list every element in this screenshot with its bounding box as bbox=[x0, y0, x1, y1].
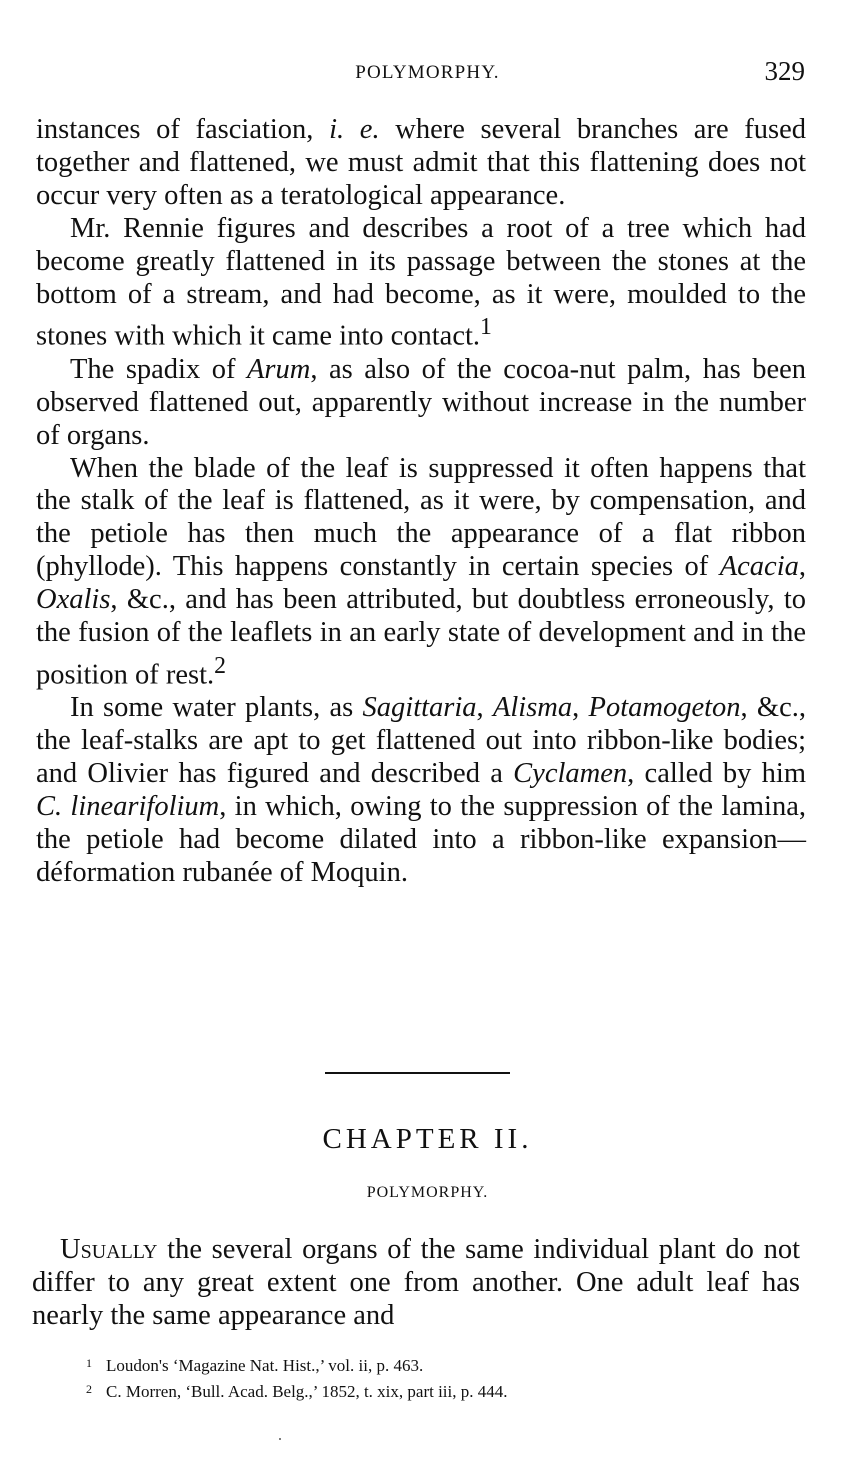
section-divider bbox=[325, 1072, 510, 1074]
italic-genus: Arum bbox=[246, 353, 311, 385]
text-run: In some water plants, as bbox=[70, 692, 363, 724]
footnote-ref-2: 2 bbox=[214, 653, 226, 679]
chapter-text bbox=[32, 1234, 800, 1333]
italic-genus: Acacia bbox=[719, 551, 799, 583]
footnote-mark: 2 bbox=[86, 1382, 92, 1396]
page-number: 329 bbox=[764, 56, 805, 86]
footnote-1 bbox=[86, 1353, 806, 1379]
italic-genus: Sagittaria bbox=[362, 692, 477, 724]
italic-genus: Oxalis bbox=[36, 584, 111, 616]
text-run: , called by him bbox=[627, 758, 806, 790]
paragraph-usually bbox=[32, 1234, 800, 1333]
text-run: , &c., and has been attributed, but doubtless erroneously, to the fusion of the leaflets in an early state of development and in the position of rest. bbox=[36, 584, 806, 691]
text-run: , in which, owing to the suppression of the lamina, the petiole had become dilated into a ribbon-like expansion—déformation rubanée of Moquin. bbox=[36, 791, 807, 888]
text-run: instances of fasciation, bbox=[36, 114, 330, 145]
text-run: , bbox=[798, 551, 806, 583]
footnote-mark: 1 bbox=[86, 1356, 92, 1370]
footnote-2 bbox=[86, 1379, 806, 1405]
footnote-ref-1: 1 bbox=[480, 314, 492, 341]
italic-species: C. linearifolium bbox=[36, 791, 220, 823]
paragraph-rennie bbox=[36, 213, 806, 354]
text-run: , bbox=[476, 692, 493, 724]
text-run: the several organs of the same individual plant do not differ to any great extent one from another. One adult leaf has nearly the same appearance and bbox=[32, 1234, 800, 1331]
chapter-heading: CHAPTER II. bbox=[322, 1123, 533, 1155]
opening-word: Usually bbox=[60, 1234, 158, 1265]
body-text bbox=[36, 114, 806, 890]
paragraph-fasciation bbox=[36, 114, 806, 213]
paragraph-phyllode bbox=[36, 453, 806, 693]
italic-abbreviation: i. e. bbox=[329, 114, 380, 145]
italic-genus: Alisma bbox=[492, 692, 573, 724]
text-run: , &c., the leaf-stalks are apt to get flattened out into ribbon-like bodies; and Olivier has figured and described a bbox=[36, 692, 806, 790]
text-run: , as also of the cocoa-nut palm, has been observed flattened out, apparently without increase in the number of organs. bbox=[36, 353, 806, 451]
text-run: The spadix of bbox=[70, 353, 247, 385]
footnote-text: C. Morren, ‘Bull. Acad. Belg.,’ 1852, t. xix, part iii, p. 444. bbox=[106, 1382, 508, 1401]
footnote-text: Loudon's ‘Magazine Nat. Hist.,’ vol. ii, p. 463. bbox=[106, 1356, 424, 1375]
running-head bbox=[0, 56, 855, 90]
running-title: POLYMORPHY. bbox=[355, 62, 500, 83]
italic-genus: Potamogeton bbox=[588, 692, 741, 724]
ink-speck bbox=[279, 1438, 281, 1440]
italic-genus: Cyclamen bbox=[513, 758, 628, 790]
chapter-subtitle: POLYMORPHY. bbox=[366, 1184, 489, 1201]
text-run: Mr. Rennie figures and describes a root of a tree which had become greatly flattened in its passage between the stones at the bottom of a stream, and had become, as it were, moulded to the stones with which it came into contact. bbox=[36, 212, 806, 352]
paragraph-water-plants bbox=[36, 692, 806, 889]
text-run: , bbox=[572, 692, 589, 724]
footnotes bbox=[86, 1353, 806, 1405]
paragraph-spadix bbox=[36, 354, 806, 453]
text-run: where several branches are fused together and flattened, we must admit that this flattening does not occur very often as a teratological appearance. bbox=[36, 114, 806, 211]
text-run: When the blade of the leaf is suppressed it often happens that the stalk of the leaf is flattened, as it were, by compensation, and the petiole has then much the appearance of a flat ribbon (phyllode). This happens constantly in certain species of bbox=[36, 452, 806, 583]
